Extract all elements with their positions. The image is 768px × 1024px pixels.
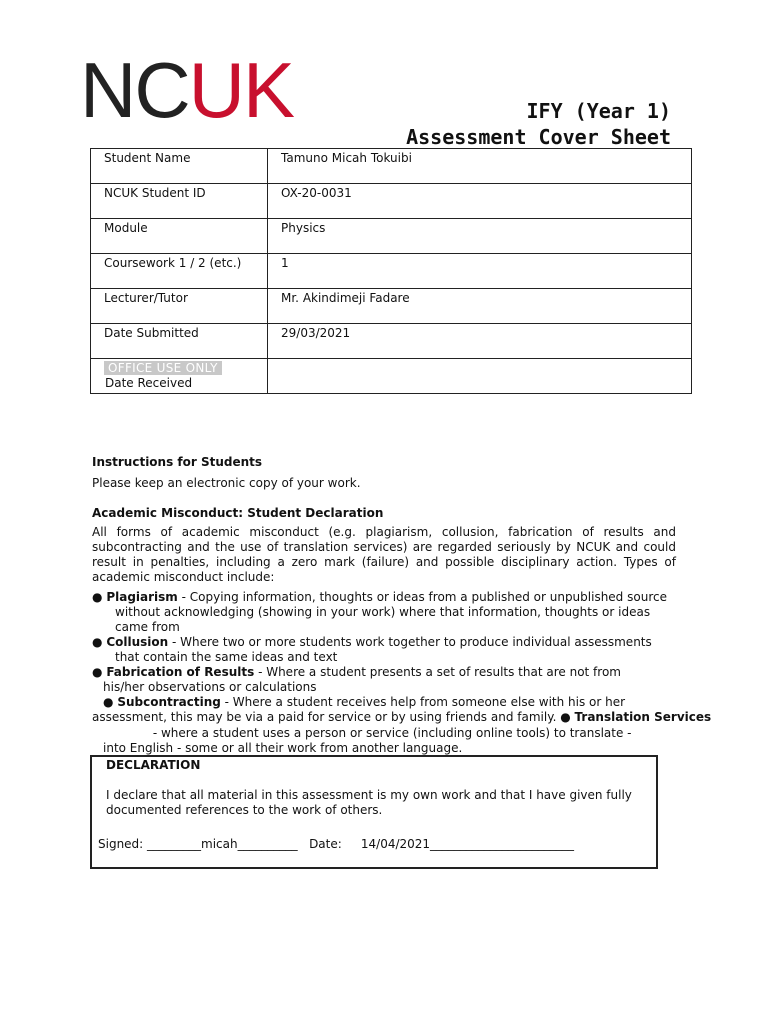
table-row xyxy=(91,219,692,254)
translation-line-1: - where a student uses a person or service (including online tools) to translate - xyxy=(149,726,632,740)
table-row xyxy=(91,254,692,289)
cover-sheet-table xyxy=(90,148,692,394)
collusion-text-1: - Where two or more students work together to produce individual assessments xyxy=(168,635,652,649)
misconduct-heading: Academic Misconduct: Student Declaration xyxy=(92,506,384,520)
list-item xyxy=(92,635,676,665)
instructions-text: Please keep an electronic copy of your work. xyxy=(92,476,361,490)
bullet-icon: ● xyxy=(92,590,103,604)
bullet-icon: ● xyxy=(92,665,103,679)
bullet-icon: ● xyxy=(92,635,103,649)
subcontracting-text-2: assessment, this may be via a paid for service or by using friends and family. xyxy=(92,710,561,724)
term-subcontracting: Subcontracting xyxy=(117,695,221,709)
term-translation: Translation Services xyxy=(574,710,712,724)
signature-line xyxy=(98,837,574,852)
subcontracting-text-1: - Where a student receives help from someone else with his or her xyxy=(220,695,626,709)
collusion-text-2: that contain the same ideas and text xyxy=(115,650,338,664)
value-date-received xyxy=(268,359,692,394)
fabrication-text-1: - Where a student presents a set of results that are not from xyxy=(254,665,621,679)
value-student-name: Tamuno Micah Tokuibi xyxy=(268,149,692,184)
bullet-icon: ● xyxy=(560,710,571,724)
table-row xyxy=(91,324,692,359)
instructions-section xyxy=(92,455,676,491)
logo-part-nc: NC xyxy=(80,46,189,134)
list-item xyxy=(92,695,676,710)
term-plagiarism: Plagiarism xyxy=(106,590,178,604)
term-collusion: Collusion xyxy=(106,635,169,649)
table-row xyxy=(91,289,692,324)
list-item xyxy=(92,665,676,695)
declaration-box xyxy=(90,755,658,869)
ncuk-logo xyxy=(80,46,294,134)
value-coursework: 1 xyxy=(268,254,692,289)
date-value: 14/04/2021________________________ xyxy=(360,837,575,851)
table-row xyxy=(91,359,692,394)
plagiarism-text-2: without acknowledging (showing in your work) where that information, thoughts or ideas xyxy=(115,605,651,619)
label-date-submitted: Date Submitted xyxy=(91,324,268,359)
value-module: Physics xyxy=(268,219,692,254)
table-row xyxy=(91,149,692,184)
value-date-submitted: 29/03/2021 xyxy=(268,324,692,359)
label-lecturer: Lecturer/Tutor xyxy=(91,289,268,324)
fabrication-text-2: his/her observations or calculations xyxy=(103,680,317,694)
label-coursework: Coursework 1 / 2 (etc.) xyxy=(91,254,268,289)
bullet-icon: ● xyxy=(103,695,114,709)
list-item xyxy=(92,710,712,725)
office-use-badge: OFFICE USE ONLY xyxy=(104,361,222,375)
value-student-id: OX-20-0031 xyxy=(268,184,692,219)
label-student-id: NCUK Student ID xyxy=(91,184,268,219)
translation-continuation xyxy=(92,726,676,756)
plagiarism-text-3: came from xyxy=(115,620,180,634)
value-lecturer: Mr. Akindimeji Fadare xyxy=(268,289,692,324)
logo-part-uk: UK xyxy=(188,46,294,134)
signed-value: _________micah__________ xyxy=(147,837,298,851)
instructions-heading: Instructions for Students xyxy=(92,455,263,469)
page-title-line2: Assessment Cover Sheet xyxy=(406,125,671,149)
translation-text-1 xyxy=(92,726,676,741)
label-module: Module xyxy=(91,219,268,254)
translation-line-2: into English - some or all their work from another language. xyxy=(103,741,463,755)
signed-label: Signed: xyxy=(98,837,148,851)
label-date-received: Date Received xyxy=(105,376,193,390)
office-use-cell xyxy=(91,359,268,394)
date-label: Date: xyxy=(297,837,361,851)
misconduct-intro: All forms of academic misconduct (e.g. plagiarism, collusion, fabrication of results and subcontracting and the use of translation services) are regarded seriously by NCUK and could result in penalties, including a zero mark (failure) and possible disciplinary action. Types of academic misconduct include: xyxy=(92,525,676,584)
plagiarism-text-1: - Copying information, thoughts or ideas from a published or unpublished source xyxy=(177,590,667,604)
misconduct-section xyxy=(92,506,712,725)
page-title-line1: IFY (Year 1) xyxy=(526,99,671,123)
declaration-text: I declare that all material in this assessment is my own work and that I have given fully documented references to the work of others. xyxy=(106,788,632,817)
term-fabrication: Fabrication of Results xyxy=(106,665,255,679)
label-student-name: Student Name xyxy=(91,149,268,184)
table-row xyxy=(91,184,692,219)
declaration-heading: DECLARATION xyxy=(106,758,201,772)
list-item xyxy=(92,590,676,635)
